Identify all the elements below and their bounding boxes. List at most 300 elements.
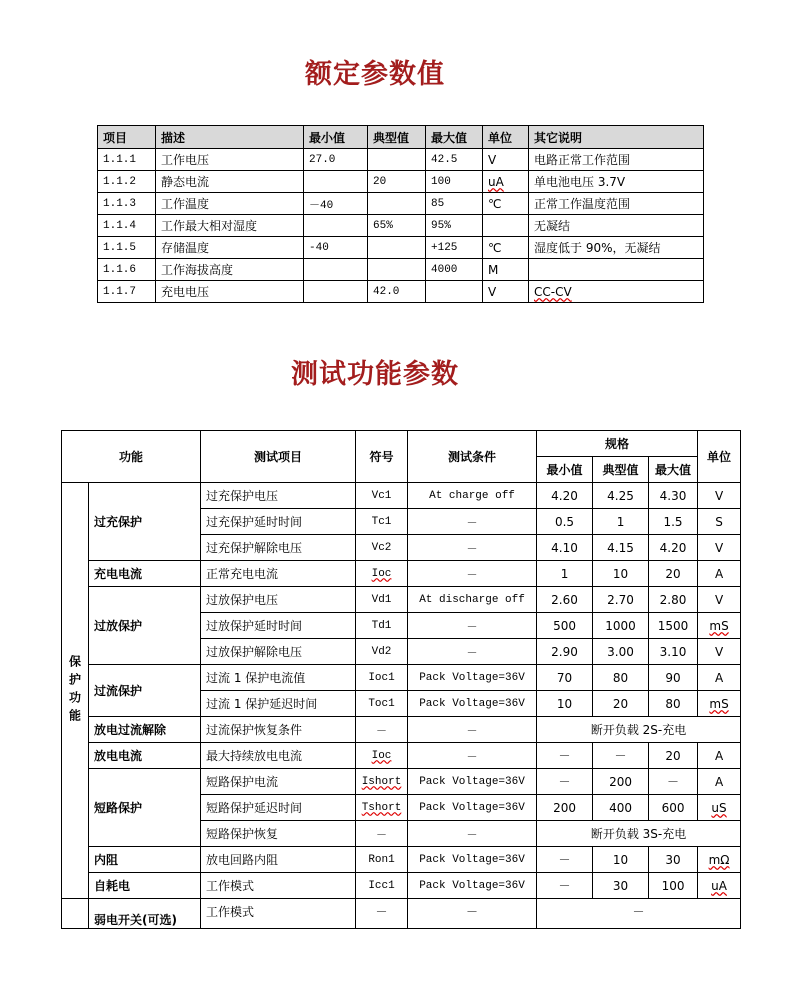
cell-note	[529, 171, 704, 193]
cell-unit	[698, 665, 741, 691]
cell-typ	[368, 149, 426, 171]
cell-condition-text: －	[466, 829, 478, 842]
cell-unit-text: uA	[711, 878, 727, 893]
group-name-text: 充电电流	[94, 567, 143, 581]
cell-unit	[698, 691, 741, 717]
cell-typ	[593, 847, 649, 873]
cell-description	[156, 149, 304, 171]
cell-min	[537, 561, 593, 587]
cell-unit	[483, 237, 529, 259]
cell-max-text: 80	[665, 696, 681, 711]
group-name	[89, 847, 201, 873]
header-typ-text: 典型值	[602, 463, 639, 477]
cell-min-text: 4.10	[551, 540, 578, 555]
cell-symbol-text: Vd1	[371, 593, 392, 606]
cell-unit	[698, 873, 741, 899]
cell-typ	[593, 691, 649, 717]
cell-item	[201, 743, 356, 769]
table-header-row	[62, 431, 741, 457]
table-row	[62, 665, 741, 691]
header-function-text: 功能	[119, 450, 144, 464]
cell-condition-text: －	[466, 751, 478, 764]
header-item	[201, 431, 356, 483]
group-name	[89, 561, 201, 587]
cell-max-text: 95%	[431, 219, 451, 232]
cell-typ-text: 30	[612, 878, 629, 893]
cell-symbol	[356, 795, 408, 821]
cell-item	[201, 769, 356, 795]
cell-max	[426, 171, 483, 193]
cell-condition-text: Pack Voltage=36V	[419, 879, 525, 892]
cell-unit-text: V	[714, 644, 724, 659]
cell-condition	[408, 821, 537, 847]
cell-unit	[698, 561, 741, 587]
cell-symbol	[356, 847, 408, 873]
table-row	[98, 149, 704, 171]
cell-condition	[408, 665, 537, 691]
cell-condition-text: －	[466, 569, 478, 582]
cell-description-text: 工作电压	[161, 153, 210, 167]
cell-typ-text: －	[614, 749, 627, 763]
cell-max-text: 30	[665, 852, 681, 867]
cell-min-text: 70	[556, 670, 573, 685]
cell-item-no	[98, 215, 156, 237]
group-name-text: 内阻	[94, 853, 119, 867]
cell-max-text: 90	[665, 670, 681, 685]
cell-symbol-text: Ioc	[371, 567, 392, 580]
header-item-no	[98, 126, 156, 149]
cell-symbol	[356, 639, 408, 665]
cell-max-text: 1500	[657, 618, 689, 633]
test-parameters-table	[61, 430, 741, 929]
cell-typ	[593, 613, 649, 639]
cell-condition	[408, 509, 537, 535]
cell-typ	[368, 215, 426, 237]
group-name	[89, 873, 201, 899]
cell-condition	[408, 795, 537, 821]
cell-min-text: 27.0	[309, 153, 336, 166]
cell-min	[537, 639, 593, 665]
cell-min-text: 2.60	[551, 592, 578, 607]
cell-unit-text: A	[714, 774, 724, 789]
cell-description	[156, 171, 304, 193]
cell-min	[537, 743, 593, 769]
cell-min	[537, 613, 593, 639]
cell-item-text: 短路保护电流	[206, 775, 279, 789]
cell-min	[304, 281, 368, 303]
cell-item-text: 过流保护恢复条件	[206, 723, 303, 737]
cell-condition	[408, 873, 537, 899]
cell-max	[649, 587, 698, 613]
cell-unit-text: ℃	[488, 196, 502, 211]
cell-condition	[408, 847, 537, 873]
cell-unit-text: uS	[711, 800, 727, 815]
header-max-text: 最大值	[655, 463, 692, 477]
cell-typ	[593, 483, 649, 509]
cell-condition-text: Pack Voltage=36V	[419, 671, 525, 684]
cell-note	[529, 215, 704, 237]
cell-note-text: 电路正常工作范围	[534, 153, 631, 167]
cell-symbol	[356, 535, 408, 561]
table-row	[62, 587, 741, 613]
spec-merged	[537, 899, 741, 929]
cell-typ-text: 4.25	[607, 488, 634, 503]
cell-typ-text: 400	[609, 800, 632, 815]
spec-merged-text: 断开负载 3S-充电	[590, 827, 687, 841]
cell-condition	[408, 561, 537, 587]
table-row	[98, 193, 704, 215]
cell-symbol-text: －	[375, 905, 388, 919]
header-unit	[483, 126, 529, 149]
cell-note-text: CC-CV	[534, 284, 572, 299]
cell-item-text: 过流 1 保护电流值	[206, 671, 306, 685]
cell-typ	[368, 237, 426, 259]
cell-max	[426, 193, 483, 215]
cell-min	[537, 847, 593, 873]
header-item-no-text: 项目	[103, 130, 128, 145]
table-row	[98, 259, 704, 281]
cell-min	[304, 149, 368, 171]
cell-condition	[408, 769, 537, 795]
cell-description-text: 充电电压	[161, 285, 210, 299]
cell-min	[537, 509, 593, 535]
cell-typ	[368, 193, 426, 215]
table-row	[62, 873, 741, 899]
cell-note	[529, 237, 704, 259]
cell-min	[304, 193, 368, 215]
cell-min-text: -40	[309, 241, 329, 254]
cell-max-text: 100	[431, 175, 451, 188]
cell-min	[304, 237, 368, 259]
cell-condition-text: At charge off	[429, 489, 515, 502]
cell-description-text: 工作最大相对湿度	[161, 219, 258, 233]
cell-max	[649, 691, 698, 717]
cell-unit	[483, 215, 529, 237]
cell-unit	[483, 281, 529, 303]
cell-max-text: 4000	[431, 263, 458, 276]
cell-max	[649, 665, 698, 691]
group-name-text: 自耗电	[94, 879, 131, 893]
header-spec-text: 规格	[605, 437, 630, 451]
cell-item-text: 放电回路内阻	[206, 853, 279, 867]
header-min	[537, 457, 593, 483]
cell-max	[649, 613, 698, 639]
header-max-text: 最大值	[431, 130, 468, 145]
category-protection-text: 保护功能	[67, 654, 82, 727]
cell-note-text: 无凝结	[534, 219, 571, 233]
cell-unit	[698, 613, 741, 639]
cell-item-text: 过充保护电压	[206, 489, 279, 503]
header-max	[426, 126, 483, 149]
cell-item-no-text: 1.1.2	[103, 175, 137, 188]
cell-item	[201, 535, 356, 561]
cell-typ	[593, 769, 649, 795]
cell-symbol-text: Icc1	[368, 879, 395, 892]
cell-min-text: 500	[553, 618, 576, 633]
header-condition-text: 测试条件	[448, 450, 497, 464]
table-row	[62, 561, 741, 587]
cell-symbol	[356, 509, 408, 535]
cell-symbol-text: Vd2	[371, 645, 392, 658]
cell-unit	[698, 639, 741, 665]
cell-item	[201, 665, 356, 691]
cell-condition-text: －	[466, 905, 479, 919]
cell-typ	[593, 639, 649, 665]
cell-condition-text: －	[466, 647, 478, 660]
group-name	[89, 587, 201, 665]
cell-max	[649, 795, 698, 821]
cell-typ-text: 20	[612, 696, 629, 711]
cell-condition-text: Pack Voltage=36V	[419, 853, 525, 866]
table-row	[98, 215, 704, 237]
cell-min	[304, 215, 368, 237]
group-name	[89, 769, 201, 847]
cell-typ-text: 20	[373, 175, 387, 188]
table-row	[62, 899, 741, 929]
cell-item-no	[98, 193, 156, 215]
cell-unit	[483, 193, 529, 215]
cell-condition	[408, 717, 537, 743]
table-row	[62, 847, 741, 873]
cell-unit	[698, 847, 741, 873]
cell-description-text: 工作温度	[161, 197, 210, 211]
cell-max	[426, 215, 483, 237]
cell-item-no-text: 1.1.1	[103, 153, 137, 166]
test-parameters-title: 测试功能参数	[291, 359, 459, 390]
cell-unit	[483, 259, 529, 281]
cell-condition	[408, 483, 537, 509]
cell-typ	[368, 259, 426, 281]
cell-note	[529, 281, 704, 303]
header-item-text: 测试项目	[254, 450, 303, 464]
cell-min-text: 4.20	[551, 488, 578, 503]
rated-values-table	[97, 125, 704, 303]
cell-unit	[698, 509, 741, 535]
cell-item	[201, 873, 356, 899]
cell-item	[201, 795, 356, 821]
cell-unit-text: ℃	[488, 240, 502, 255]
cell-typ	[593, 587, 649, 613]
cell-symbol	[356, 561, 408, 587]
cell-typ-text: 80	[612, 670, 629, 685]
cell-max-text: 20	[665, 748, 681, 763]
group-name-text: 放电过流解除	[94, 723, 167, 737]
cell-condition	[408, 613, 537, 639]
cell-min	[304, 259, 368, 281]
cell-unit-text: mS	[709, 618, 729, 633]
cell-unit	[698, 743, 741, 769]
group-name	[89, 899, 201, 929]
cell-condition-text: －	[466, 621, 478, 634]
header-typ	[593, 457, 649, 483]
group-name-text: 放电电流	[94, 749, 143, 763]
cell-symbol-text: Tshort	[361, 801, 402, 814]
cell-symbol-text: Td1	[371, 619, 392, 632]
cell-note	[529, 259, 704, 281]
cell-unit-text: A	[714, 748, 724, 763]
cell-symbol	[356, 743, 408, 769]
cell-item-text: 过充保护解除电压	[206, 541, 303, 555]
header-description	[156, 126, 304, 149]
header-condition	[408, 431, 537, 483]
cell-min-text: 10	[556, 696, 573, 711]
cell-description	[156, 259, 304, 281]
cell-condition-text: Pack Voltage=36V	[419, 801, 525, 814]
cell-typ-text: 1000	[605, 618, 636, 633]
cell-item	[201, 613, 356, 639]
group-name	[89, 717, 201, 743]
cell-typ-text: 10	[612, 852, 629, 867]
cell-item-text: 工作模式	[206, 905, 255, 919]
cell-item	[201, 587, 356, 613]
cell-max	[649, 873, 698, 899]
cell-max-text: －	[667, 775, 680, 789]
cell-note-text: 正常工作温度范围	[534, 197, 631, 211]
cell-symbol	[356, 717, 408, 743]
cell-max	[426, 237, 483, 259]
cell-max-text: 4.20	[659, 540, 687, 555]
cell-unit	[483, 149, 529, 171]
cell-max-text: 3.10	[659, 644, 687, 659]
cell-unit-text: V	[714, 592, 724, 607]
cell-item-text: 过流 1 保护延迟时间	[206, 697, 318, 711]
cell-item-text: 过充保护延时时间	[206, 515, 303, 529]
cell-condition-text: Pack Voltage=36V	[419, 697, 525, 710]
spec-merged	[537, 821, 741, 847]
cell-max	[649, 483, 698, 509]
cell-item	[201, 483, 356, 509]
cell-note-text: 单电池电压 3.7V	[534, 175, 626, 189]
header-note-text: 其它说明	[534, 130, 583, 145]
cell-typ-text: 2.70	[607, 592, 634, 607]
cell-item-text: 最大持续放电电流	[206, 749, 303, 763]
cell-symbol-text: Ron1	[368, 853, 395, 866]
cell-min	[537, 691, 593, 717]
table-row	[98, 281, 704, 303]
cell-item-no	[98, 237, 156, 259]
cell-symbol-text: －	[376, 829, 388, 842]
cell-condition-text: －	[466, 725, 478, 738]
table-row	[98, 171, 704, 193]
cell-typ-text: 42.0	[373, 285, 400, 298]
spec-merged-text: －	[632, 905, 645, 919]
group-name-text: 弱电开关(可选)	[94, 913, 177, 927]
cell-max	[649, 769, 698, 795]
cell-item	[201, 899, 356, 929]
cell-symbol	[356, 873, 408, 899]
cell-item	[201, 509, 356, 535]
cell-max-text: 1.5	[663, 514, 683, 529]
cell-typ	[593, 509, 649, 535]
cell-min	[537, 873, 593, 899]
cell-item-no-text: 1.1.6	[103, 263, 137, 276]
cell-min-text: 0.5	[554, 514, 575, 529]
cell-unit	[698, 535, 741, 561]
cell-unit-text: M	[488, 262, 499, 277]
header-symbol-text: 符号	[369, 450, 394, 464]
header-max	[649, 457, 698, 483]
table-row	[62, 717, 741, 743]
cell-description	[156, 237, 304, 259]
header-min-text: 最小值	[309, 130, 346, 145]
cell-item	[201, 847, 356, 873]
header-min-text: 最小值	[546, 463, 583, 477]
category-empty	[62, 899, 89, 929]
cell-typ-text: 200	[609, 774, 632, 789]
cell-unit-text: uA	[488, 174, 504, 189]
cell-typ-text: 4.15	[607, 540, 634, 555]
cell-min	[304, 171, 368, 193]
cell-typ-text: 65%	[373, 219, 393, 232]
cell-symbol	[356, 769, 408, 795]
cell-max	[649, 847, 698, 873]
header-note	[529, 126, 704, 149]
cell-symbol	[356, 587, 408, 613]
cell-max-text: 20	[665, 566, 681, 581]
cell-typ	[593, 873, 649, 899]
spec-merged	[537, 717, 741, 743]
cell-condition-text: Pack Voltage=36V	[419, 775, 525, 788]
cell-note	[529, 193, 704, 215]
cell-min-text: －	[558, 749, 571, 763]
rated-values-title: 额定参数值	[305, 59, 445, 90]
cell-item-no-text: 1.1.4	[103, 219, 137, 232]
cell-item-no	[98, 259, 156, 281]
cell-max	[426, 259, 483, 281]
cell-description	[156, 193, 304, 215]
header-unit	[698, 431, 741, 483]
table-row	[62, 743, 741, 769]
cell-symbol	[356, 483, 408, 509]
cell-unit-text: A	[714, 670, 724, 685]
cell-condition	[408, 691, 537, 717]
cell-unit-text: V	[714, 488, 724, 503]
cell-item	[201, 717, 356, 743]
cell-max	[649, 509, 698, 535]
cell-symbol-text: Vc2	[371, 541, 392, 554]
cell-min	[537, 795, 593, 821]
cell-item	[201, 691, 356, 717]
cell-item	[201, 821, 356, 847]
cell-typ	[593, 743, 649, 769]
cell-typ	[368, 281, 426, 303]
cell-max	[649, 743, 698, 769]
cell-condition-text: At discharge off	[419, 593, 525, 606]
cell-unit	[698, 587, 741, 613]
cell-min-text: 2.90	[551, 644, 578, 659]
cell-item-text: 过放保护延时时间	[206, 619, 303, 633]
cell-unit	[483, 171, 529, 193]
cell-min	[537, 769, 593, 795]
cell-max	[649, 535, 698, 561]
cell-unit-text: S	[715, 514, 723, 529]
cell-typ-text: 3.00	[607, 644, 634, 659]
group-name-text: 过流保护	[94, 684, 143, 698]
group-name	[89, 665, 201, 717]
cell-item-no-text: 1.1.3	[103, 197, 137, 210]
cell-typ	[593, 665, 649, 691]
cell-max	[426, 281, 483, 303]
group-name-text: 过放保护	[94, 619, 143, 633]
cell-description-text: 工作海拔高度	[161, 263, 234, 277]
header-typ-text: 典型值	[373, 130, 410, 145]
cell-max-text: +125	[431, 241, 458, 254]
cell-symbol	[356, 665, 408, 691]
cell-unit	[698, 483, 741, 509]
cell-max-text: 42.5	[431, 153, 458, 166]
cell-item-text: 正常充电电流	[206, 567, 279, 581]
header-unit-text: 单位	[488, 130, 513, 145]
